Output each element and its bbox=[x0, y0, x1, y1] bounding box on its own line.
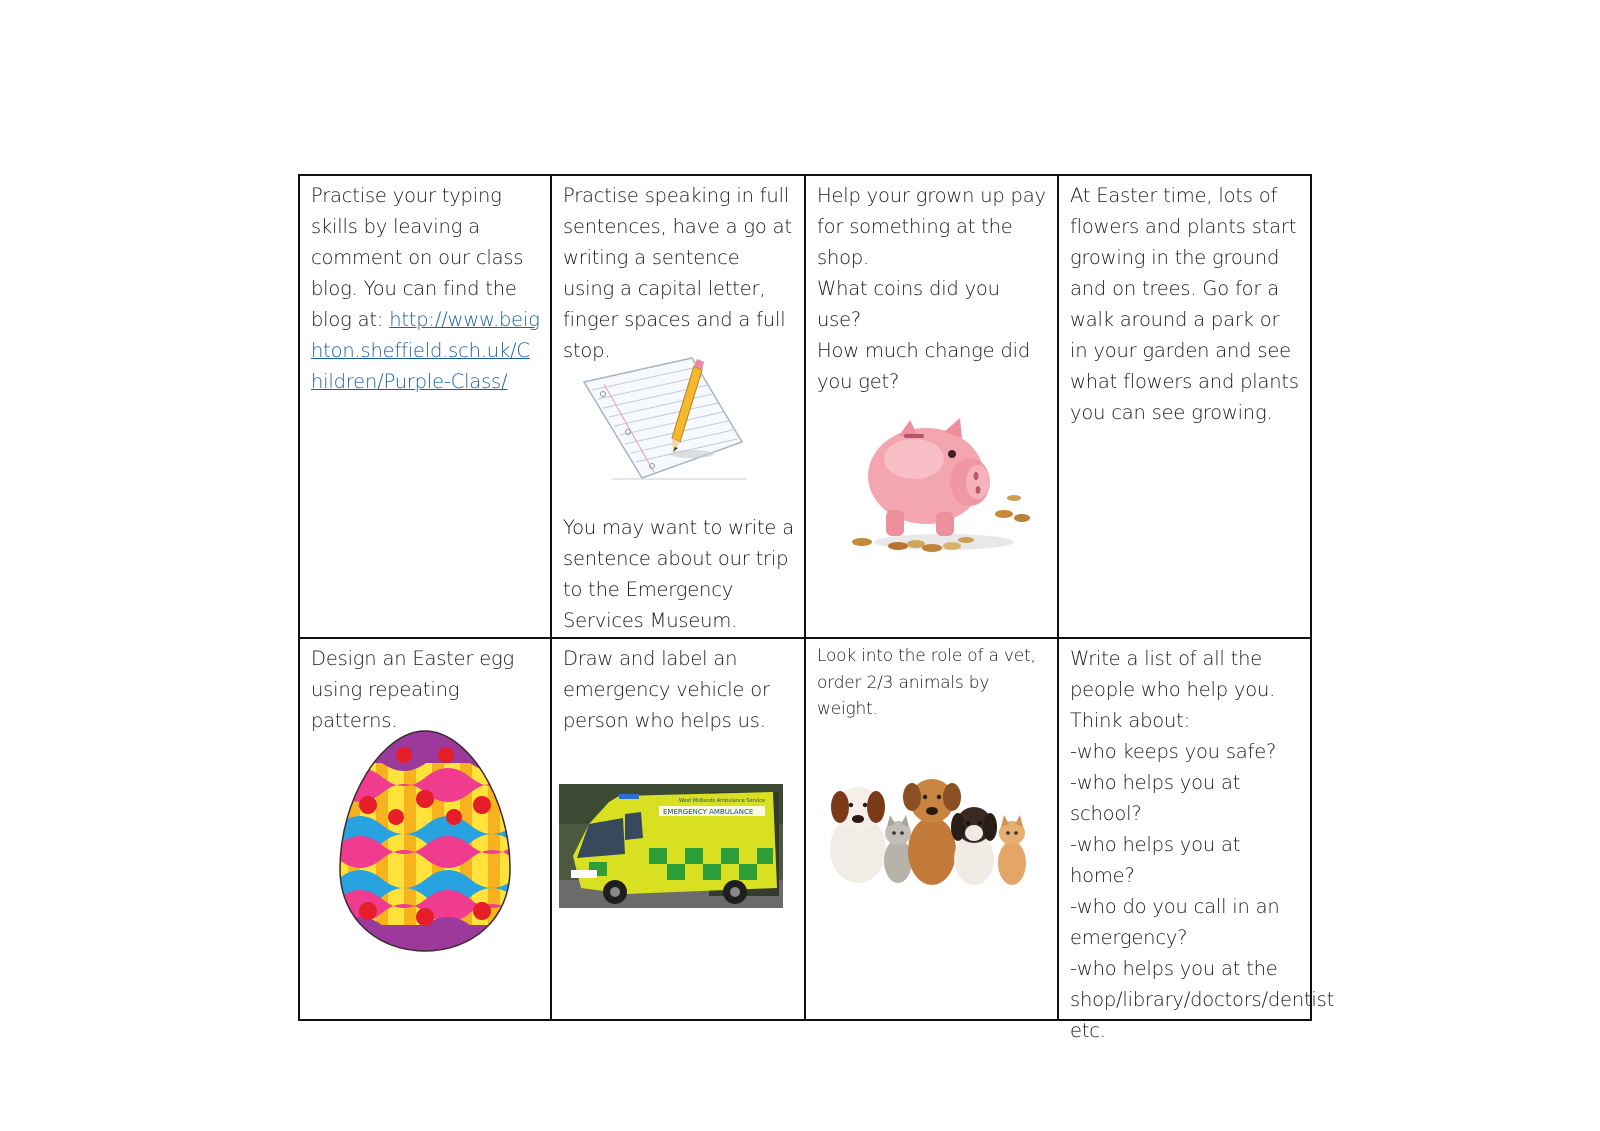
blog-link[interactable]: http://www.beighton.sheffield.sch.uk/Children/Purple-Class/ bbox=[311, 308, 540, 393]
speaking-text: Practise speaking in full sentences, have a go at writing a sentence using a capital letter, finger spaces and a full stop. bbox=[563, 184, 792, 362]
cell-vet-animals bbox=[806, 639, 1059, 1019]
paper-pencil-icon bbox=[582, 354, 752, 484]
cell-typing-blog bbox=[300, 176, 552, 639]
cell-emergency-vehicle bbox=[552, 639, 806, 1019]
shop-text: Help your grown up pay for something at the shop. What coins did you use? How much change did you get? bbox=[817, 184, 1046, 393]
cell-people-help bbox=[1059, 639, 1335, 1042]
cell-easter-egg bbox=[300, 639, 552, 1019]
ambulance-icon bbox=[559, 784, 783, 908]
cell-shop-coins bbox=[806, 176, 1059, 639]
egg-text: Design an Easter egg using repeating patterns. bbox=[311, 647, 515, 732]
ambulance-service-text: West Midlands Ambulance Service bbox=[679, 798, 765, 804]
cell-easter-flowers bbox=[1059, 176, 1310, 639]
pets-icon bbox=[824, 767, 1034, 887]
piggy-bank-icon bbox=[844, 414, 1044, 564]
speaking-text-2: You may want to write a sentence about our trip to the Emergency Services Museum. bbox=[563, 516, 794, 632]
typing-intro: Practise your typing skills by leaving a comment on our class blog. You can find the blog at: bbox=[311, 184, 524, 331]
easter-egg-icon bbox=[338, 729, 513, 953]
ambulance-banner-text: EMERGENCY AMBULANCE bbox=[663, 808, 754, 816]
typing-text bbox=[311, 180, 541, 397]
vehicle-text: Draw and label an emergency vehicle or person who helps us. bbox=[563, 647, 770, 732]
activity-grid bbox=[298, 174, 1335, 1042]
cell-speaking-writing bbox=[552, 176, 806, 639]
vet-text: Look into the role of a vet, order 2/3 animals by weight. bbox=[817, 646, 1036, 719]
easter-text: At Easter time, lots of flowers and plants start growing in the ground and on trees. Go for a walk around a park or in your garden and see what flowers and plants you can see growing. bbox=[1070, 184, 1299, 424]
people-text: Write a list of all the people who help you. Think about: -who keeps you safe? -who helps you at school? -who helps you at home? -who do you call in an emergency? -who helps you at the shop/library/doctors/dentist etc. bbox=[1070, 647, 1335, 1042]
